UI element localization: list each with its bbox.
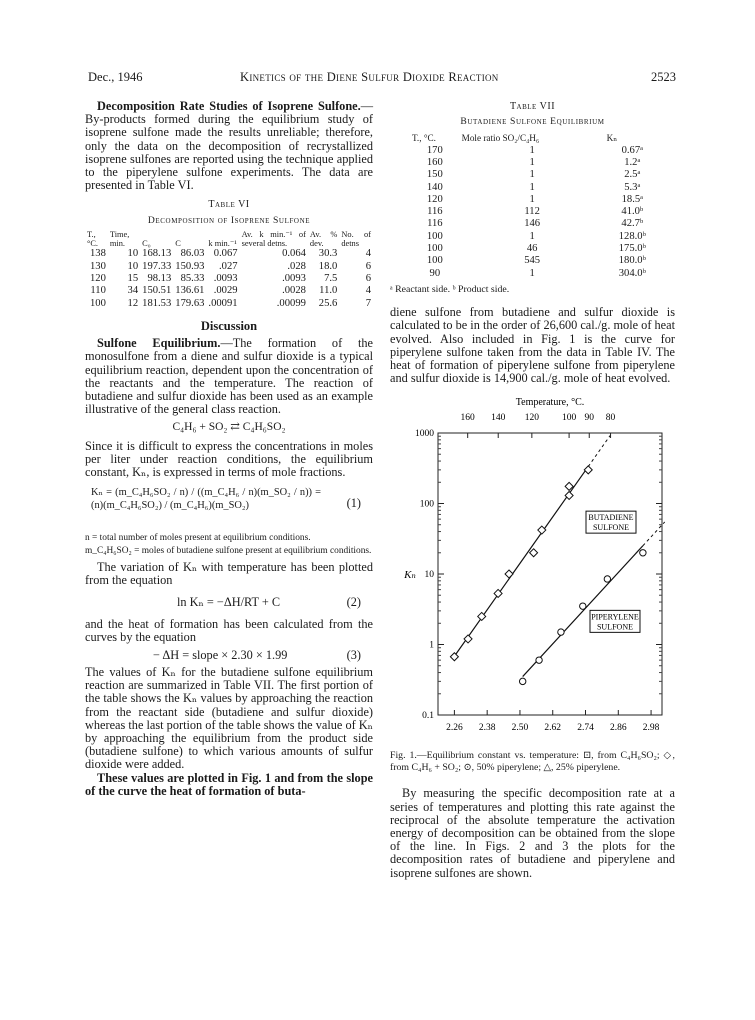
- isoprene-text: —By-products formed during the equilibrium study of isoprene sulfone made the results unreliable; therefore, only the data on the decomposition of recrystallized isoprene sulfones are reported using the technique applied to the piperylene sulfone experiments. The data are presented in Table VI.: [85, 99, 373, 193]
- table7: [410, 132, 660, 280]
- equation-2-number: (2): [346, 594, 361, 609]
- table6-cell: .00099: [276, 297, 306, 309]
- table6-title: Table VI: [208, 199, 250, 211]
- table6-cell: 7.5: [324, 273, 338, 285]
- reaction-equation: C₄H₆ + SO₂ ⇄ C₄H₆SO₂: [172, 421, 286, 434]
- header-date: Dec., 1946: [88, 70, 143, 84]
- data-point: [538, 526, 546, 534]
- table7-cell: 5.3ᵃ: [624, 181, 641, 193]
- table7-row: [410, 268, 660, 280]
- table7-cell: 175.0ᵇ: [618, 243, 646, 255]
- data-point: [640, 550, 646, 556]
- table6-header-cell: T., °C.: [87, 229, 99, 248]
- data-point: [604, 576, 610, 582]
- table7-cell: 42.7ᵇ: [621, 218, 644, 230]
- table6-row: [85, 298, 373, 310]
- table6-cell: 98.13: [147, 273, 172, 285]
- table6-cell: 110: [90, 285, 106, 297]
- equilibrium-paragraph: [85, 337, 373, 416]
- table6-subtitle: Decomposition of Isoprene Sulfone: [147, 214, 311, 226]
- table6-cell: 181.53: [142, 297, 172, 309]
- table7-cell: 140: [426, 181, 443, 193]
- top-axis-title: Temperature, °C.: [515, 397, 585, 409]
- equation-1-body: Kₙ = (m_C₄H₆SO₂ / n) / ((m_C₄H₆ / n)(m_SO₂ / n)) = (n)(m_C₄H₆SO₂) / (m_C₄H₆)(m_SO₂): [91, 487, 321, 511]
- table6-cell: 4: [365, 248, 371, 260]
- discussion-heading: Discussion: [200, 318, 258, 333]
- table6-cell: 7: [365, 297, 371, 309]
- table6-header-cell: k min.⁻¹: [208, 238, 237, 248]
- table7-cell: 304.0ᵇ: [618, 267, 646, 279]
- table7-cell: 112: [524, 206, 540, 218]
- table6-row: [85, 285, 373, 297]
- table6-cell: 4: [365, 285, 371, 297]
- table7-cell: 1: [529, 193, 535, 205]
- table7-footnote: ᵃ Reactant side. ᵇ Product side.: [390, 283, 510, 295]
- table7-cell: 170: [426, 144, 443, 156]
- table6-cell: 12: [127, 297, 139, 309]
- left-column: [85, 100, 373, 798]
- equation-2: [85, 588, 373, 618]
- table6-cell: 138: [90, 248, 106, 260]
- table6-cell: 15: [127, 273, 139, 285]
- data-point: [536, 657, 542, 663]
- table6-row: [85, 248, 373, 260]
- table6-cell: .0028: [282, 285, 306, 297]
- table6-cell: 18.0: [318, 260, 338, 272]
- x-tick-label: 2.38: [478, 723, 496, 734]
- table7-row: [410, 231, 660, 243]
- equilibrium-chart: [390, 393, 675, 748]
- table6-cell: .0029: [213, 285, 238, 297]
- series-extension: [643, 522, 665, 546]
- equation-1-number: (1): [346, 496, 361, 511]
- table7-cell: 41.0ᵇ: [621, 206, 644, 218]
- x-tick-label: 2.74: [577, 723, 594, 734]
- table7-row: [410, 206, 660, 218]
- table7-cell: 1: [529, 157, 535, 168]
- table7-cell: 100: [426, 230, 443, 242]
- table6-header-cell: Av. k min.⁻¹ of several detns.: [241, 229, 306, 248]
- x-tick-label: 2.26: [446, 723, 463, 734]
- table6-header-cell: C: [175, 238, 181, 248]
- table6: [85, 231, 373, 310]
- table6-row: [85, 273, 373, 285]
- top-tick-label: 80: [605, 413, 616, 424]
- table6-cell: 10: [127, 248, 139, 260]
- top-tick-label: 100: [561, 413, 577, 424]
- table7-subtitle: Butadiene Sulfone Equilibrium: [460, 116, 605, 128]
- table6-header-cell: Time, min.: [109, 229, 130, 248]
- table6-cell: 30.3: [318, 248, 338, 260]
- table6-header-cell: C₀: [142, 238, 151, 248]
- table6-cell: 10: [127, 260, 139, 272]
- table7-row: [410, 218, 660, 230]
- table7-cell: 1: [529, 181, 535, 193]
- table6-cell: .0093: [213, 273, 238, 285]
- isoprene-heading: Decomposition Rate Studies of Isoprene Sulfone.: [97, 99, 361, 113]
- table7-cell: 545: [524, 255, 541, 267]
- table6-cell: 197.33: [142, 260, 172, 272]
- table6-cell: 85.33: [180, 273, 205, 285]
- table7-row: [410, 194, 660, 206]
- table7-cell: 180.0ᵇ: [618, 255, 646, 267]
- table6-cell: 100: [90, 297, 106, 309]
- top-tick-label: 120: [524, 413, 539, 424]
- table7-cell: 1: [529, 267, 535, 279]
- x-tick-label: 2.62: [544, 723, 562, 734]
- values-paragraph: The values of Kₙ for the butadiene sulfone equilibrium reaction are summarized in Table VII. The first portion of the table shows the Kₙ values by approaching the reaction from the reactant side (butadiene and sulfur dioxide) whereas the last portion of the table shows the value of Kₙ by approaching the equilibrium from the product side (butadiene sulfone) to which various amounts of sulfur dioxide were added.: [85, 664, 373, 772]
- y-tick-label: 0.1: [422, 711, 434, 722]
- table6-header-cell: Av. % dev.: [309, 229, 338, 248]
- label-piperylene-line1: PIPERYLENE: [591, 612, 639, 622]
- series-extension: [588, 436, 610, 467]
- top-tick-label: 90: [584, 413, 594, 424]
- x-tick-label: 2.98: [642, 723, 660, 734]
- equation-3-number: (3): [346, 647, 361, 662]
- isoprene-paragraph: [85, 100, 373, 192]
- data-point: [519, 679, 525, 685]
- label-butadiene-line1: BUTADIENE: [588, 513, 634, 523]
- data-point: [558, 629, 564, 635]
- table7-cell: 0.67ᵃ: [621, 144, 644, 156]
- y-tick-label: 1: [429, 640, 434, 651]
- table7-cell: 18.5ᵃ: [621, 193, 644, 205]
- table7-cell: 120: [426, 193, 443, 205]
- table6-row: [85, 261, 373, 273]
- butadiene-heat-paragraph: diene sulfone from butadiene and sulfur dioxide is calculated to be in the order of 26,600 cal./g. mole of heat evolved. Also included in Fig. 1 is the curve for piperylene sulfone taken from the data in Table IV. The heat of formation of piperylene sulfone from piperylene and sulfur dioxide is 14,900 cal./g. mole of heat evolved.: [390, 305, 675, 386]
- equilibrium-text: —The formation of the monosulfone from a diene and sulfur dioxide is a typical equilibrium reaction, dependent upon the concentration of the reactants and the temperature. The reaction of butadiene and sulfur dioxide has been used as an example illustrative of the general class reaction.: [85, 336, 373, 417]
- y-tick-label: 10: [424, 570, 434, 581]
- equation-1: [85, 483, 373, 533]
- table6-cell: 179.63: [175, 297, 205, 309]
- definition-n: n = total number of moles present at equilibrium conditions.: [85, 533, 311, 544]
- table7-cell: 128.0ᵇ: [618, 230, 646, 242]
- table6-cell: 34: [127, 285, 139, 297]
- y-axis-label: Kₙ: [404, 569, 416, 582]
- table6-cell: 86.03: [180, 248, 205, 260]
- table6-cell: .00091: [208, 297, 238, 309]
- table7-cell: 100: [426, 255, 443, 267]
- plotted-paragraph: These values are plotted in Fig. 1 and from the slope of the curve the heat of formation of buta-: [85, 770, 373, 798]
- figure-1-caption: Fig. 1.—Equilibrium constant vs. temperature: ⊡, from C₄H₆SO₂; ◇, from C₄H₆ + SO₂; ⊙, 50% piperylene; △, 25% piperylene.: [390, 750, 675, 773]
- table7-header-cell: Kₙ: [606, 133, 618, 144]
- table7-cell: 146: [524, 218, 541, 230]
- data-point: [584, 466, 592, 474]
- top-tick-label: 160: [460, 413, 475, 424]
- header-title: Kinetics of the Diene Sulfur Dioxide Reaction: [240, 70, 499, 84]
- table6-cell: 0.064: [282, 248, 306, 260]
- table6-cell: 168.13: [142, 248, 172, 260]
- table7-row: [410, 182, 660, 194]
- table7-row: [410, 157, 660, 169]
- equilibrium-heading: Sulfone Equilibrium.: [97, 336, 221, 351]
- y-tick-label: 100: [419, 499, 434, 510]
- y-tick-label: 1000: [415, 429, 434, 440]
- table7-cell: 100: [426, 243, 443, 255]
- table7-cell: 1: [529, 230, 535, 242]
- table7-title: Table VII: [509, 101, 556, 112]
- right-column: [390, 100, 675, 880]
- table7-row: [410, 243, 660, 255]
- table6-header-cell: No. of detns: [341, 229, 371, 248]
- table6-cell: .028: [287, 260, 306, 272]
- table7-cell: 160: [426, 157, 443, 168]
- data-point: [530, 549, 538, 557]
- table7-cell: 1: [529, 144, 535, 156]
- data-point: [450, 653, 458, 661]
- table7-cell: 1: [529, 169, 535, 181]
- variation-paragraph: The variation of Kₙ with temperature has been plotted from the equation: [85, 560, 373, 588]
- decomposition-paragraph: By measuring the specific decomposition rate at a series of temperatures and plotting this rate against the reciprocal of the absolute temperature the activation energy of decomposition can be obtained from the slope of the line. In Figs. 2 and 3 the plots for the decomposition rates of butadiene and piperylene and isoprene sulfones are shown.: [390, 786, 675, 880]
- x-tick-label: 2.86: [609, 723, 627, 734]
- table6-cell: 130: [90, 260, 106, 272]
- table7-cell: 116: [427, 206, 443, 218]
- table6-cell: .0093: [282, 273, 306, 285]
- label-piperylene-line2: SULFONE: [596, 622, 634, 632]
- table6-cell: 6: [365, 260, 371, 272]
- table7-cell: 116: [427, 218, 443, 230]
- data-point: [580, 603, 586, 609]
- page-number: 2523: [651, 70, 676, 84]
- table6-cell: 136.61: [175, 285, 205, 297]
- table7-cell: 46: [526, 243, 538, 255]
- table6-cell: 6: [365, 273, 371, 285]
- table6-cell: 25.6: [318, 297, 338, 309]
- mole-fraction-paragraph: Since it is difficult to express the concentrations in moles per liter under reaction conditions, the equilibrium constant, Kₙ, is expressed in terms of mole fractions.: [85, 438, 373, 479]
- table7-cell: 2.5ᵃ: [624, 169, 641, 181]
- table7-cell: 1.2ᵃ: [624, 157, 641, 168]
- table6-cell: 120: [90, 273, 106, 285]
- table7-cell: 150: [426, 169, 443, 181]
- heat-paragraph: and the heat of formation has been calculated from the curves by the equation: [85, 616, 373, 644]
- table6-cell: 150.51: [142, 285, 172, 297]
- data-point: [505, 570, 513, 578]
- equation-3-body: − ΔH = slope × 2.30 × 1.99: [153, 647, 288, 662]
- label-butadiene-line2: SULFONE: [592, 523, 630, 533]
- figure-1: [390, 393, 675, 748]
- x-tick-label: 2.50: [511, 723, 529, 734]
- table7-header-cell: T., °C.: [412, 133, 436, 144]
- plot-frame: [438, 433, 662, 715]
- table6-cell: .027: [219, 260, 238, 272]
- table6-cell: 0.067: [213, 248, 238, 260]
- equation-2-body: ln Kₙ = −ΔH/RT + C: [177, 594, 281, 609]
- table6-cell: 150.93: [175, 260, 205, 272]
- table7-cell: 90: [429, 267, 441, 279]
- table7-row: [410, 145, 660, 157]
- equation-3: [85, 644, 373, 666]
- top-tick-label: 140: [491, 413, 506, 424]
- definition-m: m_C₄H₆SO₂ = moles of butadiene sulfone present at equilibrium conditions.: [85, 546, 372, 557]
- table6-cell: 11.0: [319, 285, 338, 297]
- table7-row: [410, 169, 660, 181]
- page-header: [88, 70, 676, 86]
- table7-header-cell: Mole ratio SO₂/C₄H₆: [461, 133, 540, 144]
- table7-row: [410, 255, 660, 267]
